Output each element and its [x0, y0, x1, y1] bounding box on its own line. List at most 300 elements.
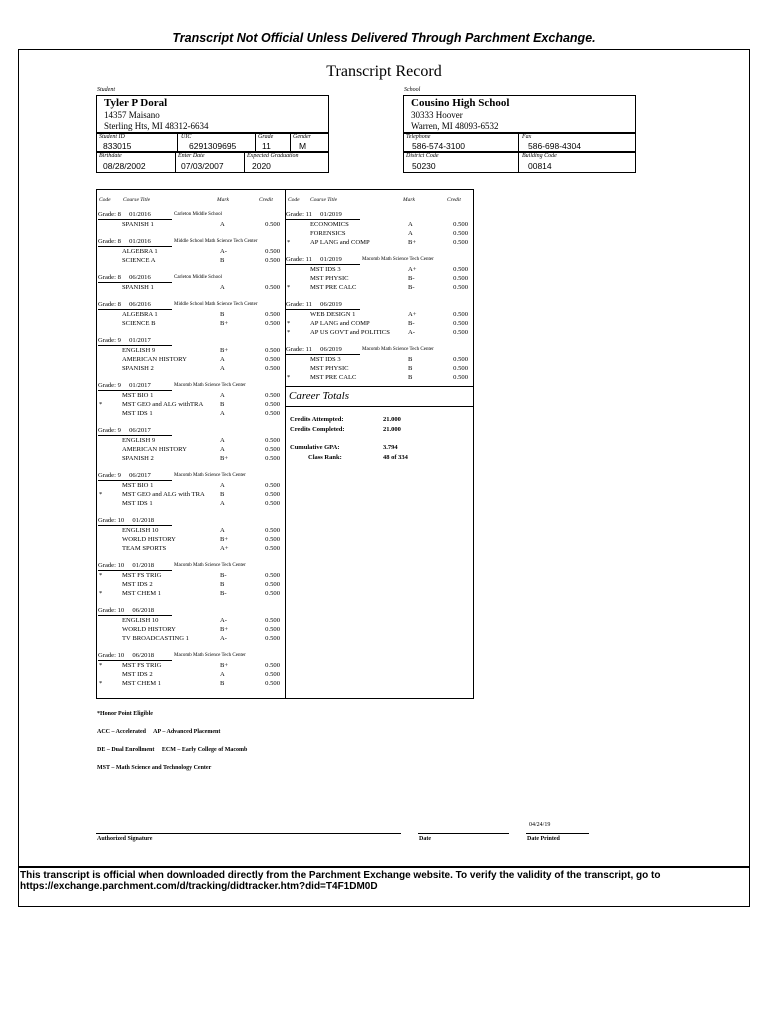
course-credit: 0.500 — [453, 329, 468, 336]
footer-divider — [18, 866, 750, 868]
course-mark: A — [220, 221, 225, 228]
course-title: MST BIO 1 — [122, 392, 154, 399]
term-heading: Grade: 9 01/2017 — [98, 381, 172, 391]
course-credit: 0.500 — [265, 662, 280, 669]
course-row — [286, 355, 474, 364]
course-title: TV BROADCASTING 1 — [122, 635, 189, 642]
course-credit: 0.500 — [265, 284, 280, 291]
course-title: AMERICAN HISTORY — [122, 356, 187, 363]
course-mark: A- — [220, 248, 227, 255]
course-title: MST PHYSIC — [310, 275, 349, 282]
verification-footer: This transcript is official when downloaded directly from the Parchment Exchange website. To verify the validity of the transcript, go to https://exchange.parchment.com/d/tracking/didtracker.htm?did=T4F1DM0D — [20, 870, 661, 892]
fax-label: Fax — [522, 134, 532, 140]
grade-label: Grade — [258, 134, 274, 140]
term-school: Macomb Math Science Tech Center — [174, 653, 246, 658]
term-block — [286, 345, 474, 382]
course-row — [98, 454, 286, 463]
honor-flag: * — [99, 662, 103, 669]
school-codes-row — [403, 152, 636, 173]
course-credit: 0.500 — [453, 275, 468, 282]
date-printed-value: 04/24/19 — [529, 822, 551, 828]
grade-value: 11 — [262, 141, 271, 151]
date-line — [418, 833, 509, 834]
honor-flag: * — [287, 320, 291, 327]
honor-flag — [98, 256, 122, 265]
right-course-column — [286, 210, 474, 390]
course-mark: B — [220, 680, 225, 687]
school-phone-row — [403, 133, 636, 152]
honor-flag — [286, 364, 310, 373]
course-row — [98, 256, 286, 265]
uic-value: 6291309695 — [189, 141, 237, 151]
career-key: Credits Attempted: — [290, 416, 344, 423]
student-address1: 14357 Maisano — [104, 110, 160, 120]
student-name: Tyler P Doral — [104, 97, 168, 109]
term-heading: Grade: 10 01/2018 — [98, 516, 172, 526]
course-mark: B — [408, 374, 413, 381]
gender-value: M — [299, 141, 307, 151]
col-mark-header: Mark — [217, 197, 229, 203]
school-name: Cousino High School — [411, 97, 510, 109]
course-mark: A- — [408, 329, 415, 336]
honor-flag — [98, 625, 122, 634]
honor-flag — [98, 310, 122, 319]
term-school: Macomb Math Science Tech Center — [174, 383, 246, 388]
honor-flag — [98, 247, 122, 256]
course-credit: 0.500 — [265, 491, 280, 498]
course-title: AMERICAN HISTORY — [122, 446, 187, 453]
course-credit: 0.500 — [453, 239, 468, 246]
course-credit: 0.500 — [453, 365, 468, 372]
course-title: SPANISH 2 — [122, 365, 154, 372]
term-heading: Grade: 10 06/2018 — [98, 651, 172, 661]
term-block — [98, 651, 286, 688]
career-value: 21.000 — [383, 426, 401, 433]
term-school: Macomb Math Science Tech Center — [362, 257, 434, 262]
course-row — [286, 283, 474, 292]
school-address2: Warren, MI 48093-6532 — [411, 121, 499, 131]
course-mark: A- — [220, 617, 227, 624]
course-title: MST IDS 3 — [310, 266, 341, 273]
course-credit: 0.500 — [265, 626, 280, 633]
course-title: ENGLISH 9 — [122, 437, 156, 444]
course-row — [98, 481, 286, 490]
legend-de-ecm: DE – Dual Enrollment ECM – Early College of Macomb — [97, 747, 248, 753]
col-mark-header-right: Mark — [403, 197, 415, 203]
term-block — [286, 210, 474, 247]
term-school: Carleton Middle School — [174, 212, 223, 217]
left-course-column — [98, 210, 286, 696]
course-credit: 0.500 — [265, 446, 280, 453]
col-code-header-right: Code — [288, 197, 300, 203]
course-row — [98, 310, 286, 319]
course-credit: 0.500 — [265, 248, 280, 255]
student-id-label: Student ID — [99, 134, 125, 140]
student-id: 833015 — [103, 141, 132, 151]
course-mark: B — [408, 356, 413, 363]
career-row — [290, 416, 474, 425]
uic-label: UIC — [181, 134, 192, 140]
honor-flag: * — [99, 680, 103, 687]
course-title: MST FS TRIG — [122, 662, 162, 669]
term-block — [98, 300, 286, 328]
course-credit: 0.500 — [265, 365, 280, 372]
course-title: MST PRE CALC — [310, 374, 357, 381]
course-row — [98, 526, 286, 535]
career-value: 21.000 — [383, 416, 401, 423]
course-mark: B- — [408, 284, 415, 291]
page-title: Transcript Record — [326, 63, 442, 80]
course-row — [98, 400, 286, 409]
district-label: District Code — [406, 153, 439, 159]
honor-flag — [98, 544, 122, 553]
birthdate-label: Birthdate — [99, 153, 122, 159]
course-row — [98, 625, 286, 634]
term-school: Middle School Math Science Tech Center — [174, 302, 258, 307]
term-heading: Grade: 10 01/2018 — [98, 561, 172, 571]
honor-flag — [98, 346, 122, 355]
course-credit: 0.500 — [265, 311, 280, 318]
school-label: School — [404, 87, 421, 93]
course-row — [98, 616, 286, 625]
honor-flag — [98, 481, 122, 490]
course-row — [98, 319, 286, 328]
honor-flag — [98, 670, 122, 679]
course-mark: B+ — [220, 347, 229, 354]
course-title: ENGLISH 9 — [122, 347, 156, 354]
course-credit: 0.500 — [265, 635, 280, 642]
course-credit: 0.500 — [453, 230, 468, 237]
legend-honor: *Honor Point Eligible — [97, 711, 153, 717]
course-mark: B+ — [220, 662, 229, 669]
course-mark: A — [220, 482, 225, 489]
date-printed-line — [526, 833, 589, 834]
signature-line — [96, 833, 401, 834]
course-row — [98, 364, 286, 373]
birthdate: 08/28/2002 — [103, 161, 146, 171]
honor-flag — [98, 409, 122, 418]
course-title: MST PRE CALC — [310, 284, 357, 291]
course-row — [286, 310, 474, 319]
course-mark: A — [408, 230, 413, 237]
course-title: WEB DESIGN 1 — [310, 311, 356, 318]
honor-flag: * — [99, 401, 103, 408]
course-credit: 0.500 — [453, 311, 468, 318]
course-mark: A — [220, 437, 225, 444]
course-credit: 0.500 — [453, 284, 468, 291]
career-key: Cumulative GPA: — [290, 444, 340, 451]
course-title: MST GEO and ALG with TRA — [122, 491, 205, 498]
school-info-box — [403, 95, 636, 133]
course-row — [98, 535, 286, 544]
course-row — [98, 490, 286, 499]
term-school: Macomb Math Science Tech Center — [174, 563, 246, 568]
course-row — [98, 571, 286, 580]
term-heading: Grade: 11 06/2019 — [286, 345, 360, 355]
term-heading: Grade: 9 01/2017 — [98, 336, 172, 346]
course-title: FORENSICS — [310, 230, 346, 237]
course-title: ALGEBRA 1 — [122, 248, 158, 255]
term-block — [98, 426, 286, 463]
course-mark: B+ — [220, 536, 229, 543]
term-school: Middle School Math Science Tech Center — [174, 239, 258, 244]
course-credit: 0.500 — [265, 572, 280, 579]
course-mark: A- — [220, 635, 227, 642]
course-row — [98, 391, 286, 400]
enter-date-label: Enter Date — [178, 153, 205, 159]
course-mark: A+ — [408, 266, 417, 273]
course-mark: B+ — [220, 626, 229, 633]
course-credit: 0.500 — [265, 671, 280, 678]
course-row — [98, 355, 286, 364]
course-credit: 0.500 — [265, 581, 280, 588]
honor-flag — [98, 634, 122, 643]
authorized-signature-label: Authorized Signature — [97, 836, 153, 842]
term-heading: Grade: 8 06/2016 — [98, 273, 172, 283]
course-row — [286, 328, 474, 337]
course-mark: B+ — [220, 455, 229, 462]
legend-acc-ap: ACC – Accelerated AP – Advanced Placement — [97, 729, 221, 735]
course-title: AP US GOVT and POLITICS — [310, 329, 390, 336]
course-mark: B — [220, 257, 225, 264]
grad-label: Expected Graduation — [247, 153, 299, 159]
course-title: SPANISH 1 — [122, 221, 154, 228]
course-credit: 0.500 — [265, 590, 280, 597]
course-credit: 0.500 — [265, 221, 280, 228]
term-heading: Grade: 9 06/2017 — [98, 471, 172, 481]
term-block — [98, 210, 286, 229]
term-block — [286, 255, 474, 292]
course-row — [98, 220, 286, 229]
course-title: MST IDS 2 — [122, 671, 153, 678]
student-info-box — [96, 95, 329, 133]
course-title: ECONOMICS — [310, 221, 349, 228]
honor-flag — [98, 526, 122, 535]
course-title: TEAM SPORTS — [122, 545, 167, 552]
honor-flag — [98, 283, 122, 292]
course-title: MST IDS 3 — [310, 356, 341, 363]
course-credit: 0.500 — [265, 401, 280, 408]
course-row — [98, 445, 286, 454]
course-mark: B- — [220, 572, 227, 579]
course-credit: 0.500 — [265, 617, 280, 624]
unofficial-banner: Transcript Not Official Unless Delivered Through Parchment Exchange. — [172, 31, 596, 45]
course-title: WORLD HISTORY — [122, 536, 176, 543]
course-row — [286, 265, 474, 274]
honor-flag: * — [99, 491, 103, 498]
term-heading: Grade: 9 06/2017 — [98, 426, 172, 436]
honor-flag: * — [287, 284, 291, 291]
honor-flag — [98, 319, 122, 328]
term-block — [98, 606, 286, 643]
career-row — [290, 444, 474, 453]
course-mark: A — [220, 671, 225, 678]
course-row — [98, 247, 286, 256]
term-school: Macomb Math Science Tech Center — [362, 347, 434, 352]
col-credit-header-right: Credit — [447, 197, 461, 203]
honor-flag — [98, 355, 122, 364]
fax: 586-698-4304 — [528, 141, 581, 151]
honor-flag — [98, 445, 122, 454]
honor-flag — [286, 220, 310, 229]
course-row — [98, 499, 286, 508]
course-row — [98, 283, 286, 292]
course-credit: 0.500 — [265, 257, 280, 264]
career-row — [290, 454, 474, 463]
course-credit: 0.500 — [265, 500, 280, 507]
course-title: AP LANG and COMP — [310, 320, 370, 327]
course-mark: A+ — [220, 545, 229, 552]
course-mark: B — [220, 401, 225, 408]
course-title: SPANISH 1 — [122, 284, 154, 291]
course-mark: A — [220, 392, 225, 399]
course-mark: B- — [408, 275, 415, 282]
course-credit: 0.500 — [453, 266, 468, 273]
term-block — [98, 516, 286, 553]
term-heading: Grade: 11 01/2019 — [286, 255, 360, 265]
honor-flag — [98, 454, 122, 463]
course-title: MST IDS 1 — [122, 410, 153, 417]
student-label: Student — [97, 87, 115, 93]
career-value: 3.794 — [383, 444, 398, 451]
course-row — [98, 436, 286, 445]
gender-label: Gender — [293, 134, 311, 140]
course-title: MST IDS 1 — [122, 500, 153, 507]
course-mark: B — [408, 365, 413, 372]
grad-year: 2020 — [252, 161, 271, 171]
honor-flag — [98, 220, 122, 229]
course-mark: A — [220, 356, 225, 363]
course-row — [286, 238, 474, 247]
honor-flag: * — [99, 572, 103, 579]
honor-flag — [98, 436, 122, 445]
term-block — [98, 561, 286, 598]
course-title: MST BIO 1 — [122, 482, 154, 489]
course-title: SCIENCE B — [122, 320, 156, 327]
course-row — [286, 220, 474, 229]
course-credit: 0.500 — [265, 482, 280, 489]
course-title: SPANISH 2 — [122, 455, 154, 462]
term-block — [98, 381, 286, 418]
course-row — [98, 580, 286, 589]
course-mark: A — [220, 365, 225, 372]
course-title: MST FS TRIG — [122, 572, 162, 579]
course-mark: A+ — [408, 311, 417, 318]
honor-flag — [98, 535, 122, 544]
course-mark: A — [220, 284, 225, 291]
course-credit: 0.500 — [265, 680, 280, 687]
course-title: AP LANG and COMP — [310, 239, 370, 246]
honor-flag: * — [287, 374, 291, 381]
school-address1: 30333 Hoover — [411, 110, 463, 120]
col-course-header-right: Course Title — [310, 197, 338, 203]
course-title: MST CHEM 1 — [122, 590, 162, 597]
course-title: MST CHEM 1 — [122, 680, 162, 687]
course-mark: A — [220, 410, 225, 417]
term-block — [98, 273, 286, 292]
telephone-label: Telephone — [406, 134, 431, 140]
honor-flag — [286, 310, 310, 319]
course-row — [98, 679, 286, 688]
honor-flag — [98, 616, 122, 625]
enter-date: 07/03/2007 — [181, 161, 224, 171]
course-title: SCIENCE A — [122, 257, 156, 264]
course-credit: 0.500 — [265, 410, 280, 417]
course-row — [98, 544, 286, 553]
course-grid — [96, 189, 474, 699]
course-credit: 0.500 — [265, 437, 280, 444]
student-dates-row — [96, 152, 329, 173]
district-code: 50230 — [412, 161, 436, 171]
honor-flag — [98, 499, 122, 508]
honor-flag — [98, 580, 122, 589]
course-mark: B+ — [408, 239, 417, 246]
course-credit: 0.500 — [265, 455, 280, 462]
course-credit: 0.500 — [265, 536, 280, 543]
col-code-header: Code — [99, 197, 111, 203]
course-credit: 0.500 — [265, 320, 280, 327]
date-label: Date — [419, 836, 431, 842]
honor-flag — [286, 265, 310, 274]
telephone: 586-574-3100 — [412, 141, 465, 151]
honor-flag: * — [287, 239, 291, 246]
honor-flag — [98, 391, 122, 400]
term-heading: Grade: 11 01/2019 — [286, 210, 360, 220]
course-credit: 0.500 — [453, 374, 468, 381]
course-mark: A — [220, 527, 225, 534]
career-totals — [285, 386, 474, 699]
course-row — [286, 229, 474, 238]
course-title: ENGLISH 10 — [122, 527, 159, 534]
course-mark: B- — [408, 320, 415, 327]
term-heading: Grade: 8 01/2016 — [98, 237, 172, 247]
course-mark: B — [220, 491, 225, 498]
course-row — [286, 274, 474, 283]
course-credit: 0.500 — [453, 320, 468, 327]
course-mark: A — [220, 500, 225, 507]
career-key: Credits Completed: — [290, 426, 345, 433]
student-address2: Sterling Hts, MI 48312-6634 — [104, 121, 209, 131]
course-mark: B- — [220, 590, 227, 597]
course-row — [286, 373, 474, 382]
career-heading: Career Totals — [285, 387, 474, 407]
course-row — [286, 364, 474, 373]
honor-flag: * — [287, 329, 291, 336]
honor-flag — [98, 364, 122, 373]
course-credit: 0.500 — [453, 356, 468, 363]
course-row — [98, 346, 286, 355]
course-title: WORLD HISTORY — [122, 626, 176, 633]
honor-flag: * — [99, 590, 103, 597]
course-row — [98, 634, 286, 643]
term-block — [98, 471, 286, 508]
course-mark: B — [220, 581, 225, 588]
term-school: Carleton Middle School — [174, 275, 223, 280]
honor-flag — [286, 274, 310, 283]
course-title: MST PHYSIC — [310, 365, 349, 372]
honor-flag — [286, 355, 310, 364]
col-course-header: Course Title — [123, 197, 151, 203]
course-mark: A — [408, 221, 413, 228]
course-credit: 0.500 — [265, 392, 280, 399]
term-heading: Grade: 11 06/2019 — [286, 300, 360, 310]
course-title: ALGEBRA 1 — [122, 311, 158, 318]
term-block — [286, 300, 474, 337]
building-code: 00814 — [528, 161, 552, 171]
career-row — [290, 426, 474, 435]
course-row — [98, 661, 286, 670]
course-title: MST IDS 2 — [122, 581, 153, 588]
